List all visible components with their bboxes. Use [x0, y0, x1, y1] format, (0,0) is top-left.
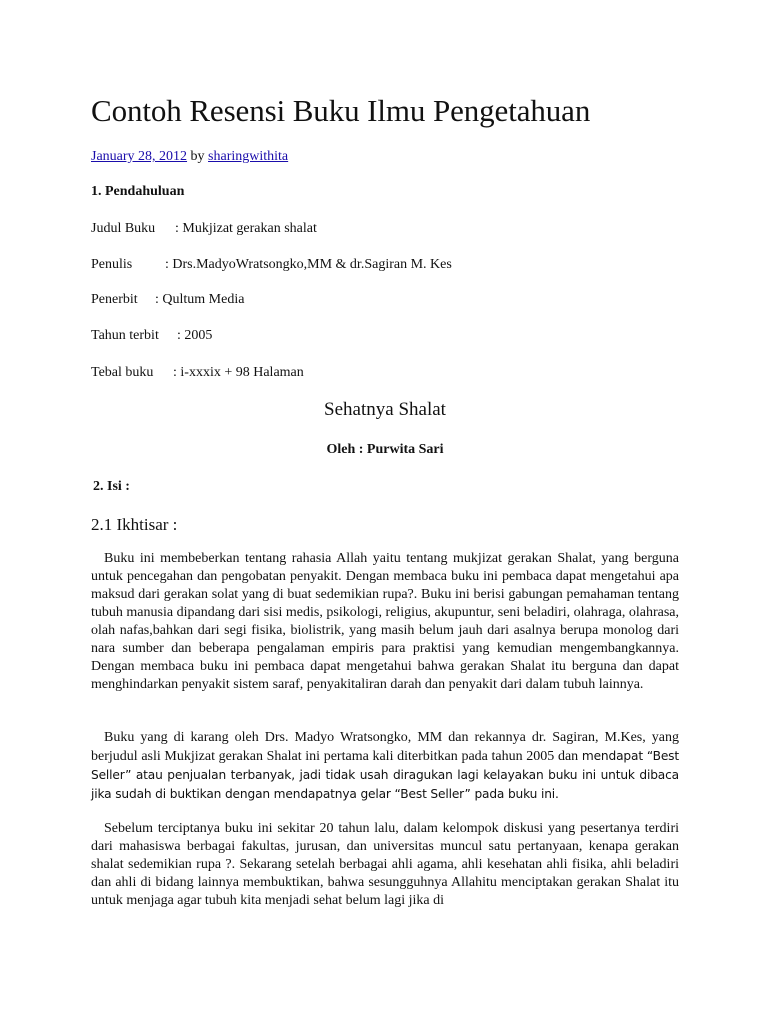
paragraph-1: Buku ini membeberkan tentang rahasia Allah yaitu tentang mukjizat gerakan Shalat, yang berguna untuk pencegahan dan pengobatan penyakit. Dengan membaca buku ini pembaca dapat mengetahui apa maksud dari gerakan solat yang di buat sedemikian rupa?. Buku ini berisi gabungan pemahaman tentang tubuh manusia dipandang dari sisi medis, psikologi, religius, akupuntur, seni beladiri, olahraga, olahrasa, olah nafas,bahkan dari segi fisika, biolistrik, yang masih belum jauh dari asalnya berupa monolog dari nara sumber dan beberapa pengalaman empiris para praktisi yang kemudian mengembangkannya. Dengan membaca buku ini pembaca dapat mengetahui bahwa gerakan Shalat itu berguna dan dapat menghindarkan penyakit sistem saraf, penyakitaliran darah dan penyakit dari dalam tubuh lainnya. — [91, 551, 679, 692]
paragraph-2-serif-text: Buku yang di karang oleh Drs. Madyo Wratsongko, MM dan rekannya dr. Sagiran, M.Kes, yang berjudul asli Mukjizat gerakan Shalat ini pertama kali diterbitkan pada tahun 2005 dan — [91, 730, 679, 764]
field-label: Penerbit — [91, 292, 138, 307]
review-author: Oleh : Purwita Sari — [326, 442, 444, 457]
paragraph-2 — [91, 729, 679, 804]
field-judul-buku — [91, 220, 317, 238]
section-heading-isi: 2. Isi : — [93, 479, 130, 494]
post-date-link[interactable]: January 28, 2012 — [91, 149, 188, 164]
field-value: : Qultum Media — [155, 292, 245, 307]
field-penulis — [91, 256, 452, 274]
field-label: Tebal buku — [91, 365, 154, 380]
field-tebal-buku — [91, 364, 304, 382]
by-text: by — [190, 149, 205, 164]
field-value: : Drs.MadyoWratsongko,MM & dr.Sagiran M. Kes — [165, 257, 452, 272]
field-value: : 2005 — [177, 328, 213, 343]
author-link[interactable]: sharingwithita — [208, 149, 289, 164]
paragraph-2-sans-text: mendapat “Best Seller” atau penjualan terbanyak, jadi tidak usah diragukan lagi kelayakan buku ini untuk dibaca jika sudah di buktikan dengan mendapatnya gelar “Best Seller” pada buku ini. — [91, 749, 680, 801]
section-heading-pendahuluan: 1. Pendahuluan — [91, 184, 185, 199]
post-meta — [91, 148, 288, 166]
paragraph-3: Sebelum terciptanya buku ini sekitar 20 tahun lalu, dalam kelompok diskusi yang pesertanya terdiri dari mahasiswa berbagai fakultas, jurusan, dan universitas muncul satu pertanyaan, kenapa gerakan shalat sedemikian rupa ?. Sekarang setelah berbagai ahli agama, ahli kesehatan ahli fisika, ahli beladiri dan ahli di bidang lainnya membuktikan, bahwa sesungguhnya Allahitu menciptakan gerakan Shalat itu untuk menjaga agar tubuh kita menjadi sehat belum lagi jika di — [91, 821, 679, 908]
subsection-heading-ikhtisar: 2.1 Ikhtisar : — [91, 515, 178, 534]
field-tahun-terbit — [91, 327, 212, 345]
field-value: : Mukjizat gerakan shalat — [175, 221, 317, 236]
page-title: Contoh Resensi Buku Ilmu Pengetahuan — [91, 93, 591, 128]
field-label: Judul Buku — [91, 221, 156, 236]
field-penerbit — [91, 291, 244, 309]
review-title: Sehatnya Shalat — [324, 399, 446, 420]
field-label: Tahun terbit — [91, 328, 159, 343]
field-value: : i-xxxix + 98 Halaman — [173, 365, 304, 380]
field-label: Penulis — [91, 257, 133, 272]
